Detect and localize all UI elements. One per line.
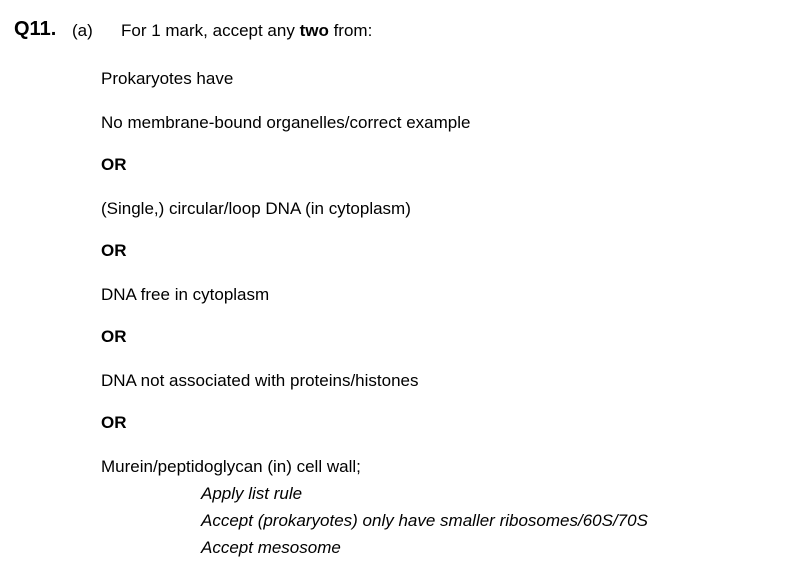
answer-point-3: DNA free in cytoplasm xyxy=(101,285,270,304)
answer-point-4: DNA not associated with proteins/histones xyxy=(101,371,419,390)
instruction-suffix: from: xyxy=(328,21,373,40)
or-separator-2: OR xyxy=(101,241,127,260)
answer-point-1: No membrane-bound organelles/correct example xyxy=(101,113,471,132)
question-number: Q11. xyxy=(14,18,57,40)
answer-point-2: (Single,) circular/loop DNA (in cytoplasm) xyxy=(101,199,411,218)
instruction-prefix: For 1 mark, accept any xyxy=(121,21,300,40)
guidance-note-3: Accept mesosome xyxy=(201,538,341,557)
marking-instruction xyxy=(121,21,372,41)
or-separator-1: OR xyxy=(101,155,127,174)
answer-point-5: Murein/peptidoglycan (in) cell wall; xyxy=(101,457,361,476)
instruction-emphasis: two xyxy=(299,21,329,40)
or-separator-3: OR xyxy=(101,327,127,346)
guidance-note-1: Apply list rule xyxy=(201,484,303,503)
guidance-note-2: Accept (prokaryotes) only have smaller ribosomes/60S/70S xyxy=(201,511,648,530)
or-separator-4: OR xyxy=(101,413,127,432)
question-part: (a) xyxy=(72,21,93,40)
answer-intro: Prokaryotes have xyxy=(101,69,234,88)
